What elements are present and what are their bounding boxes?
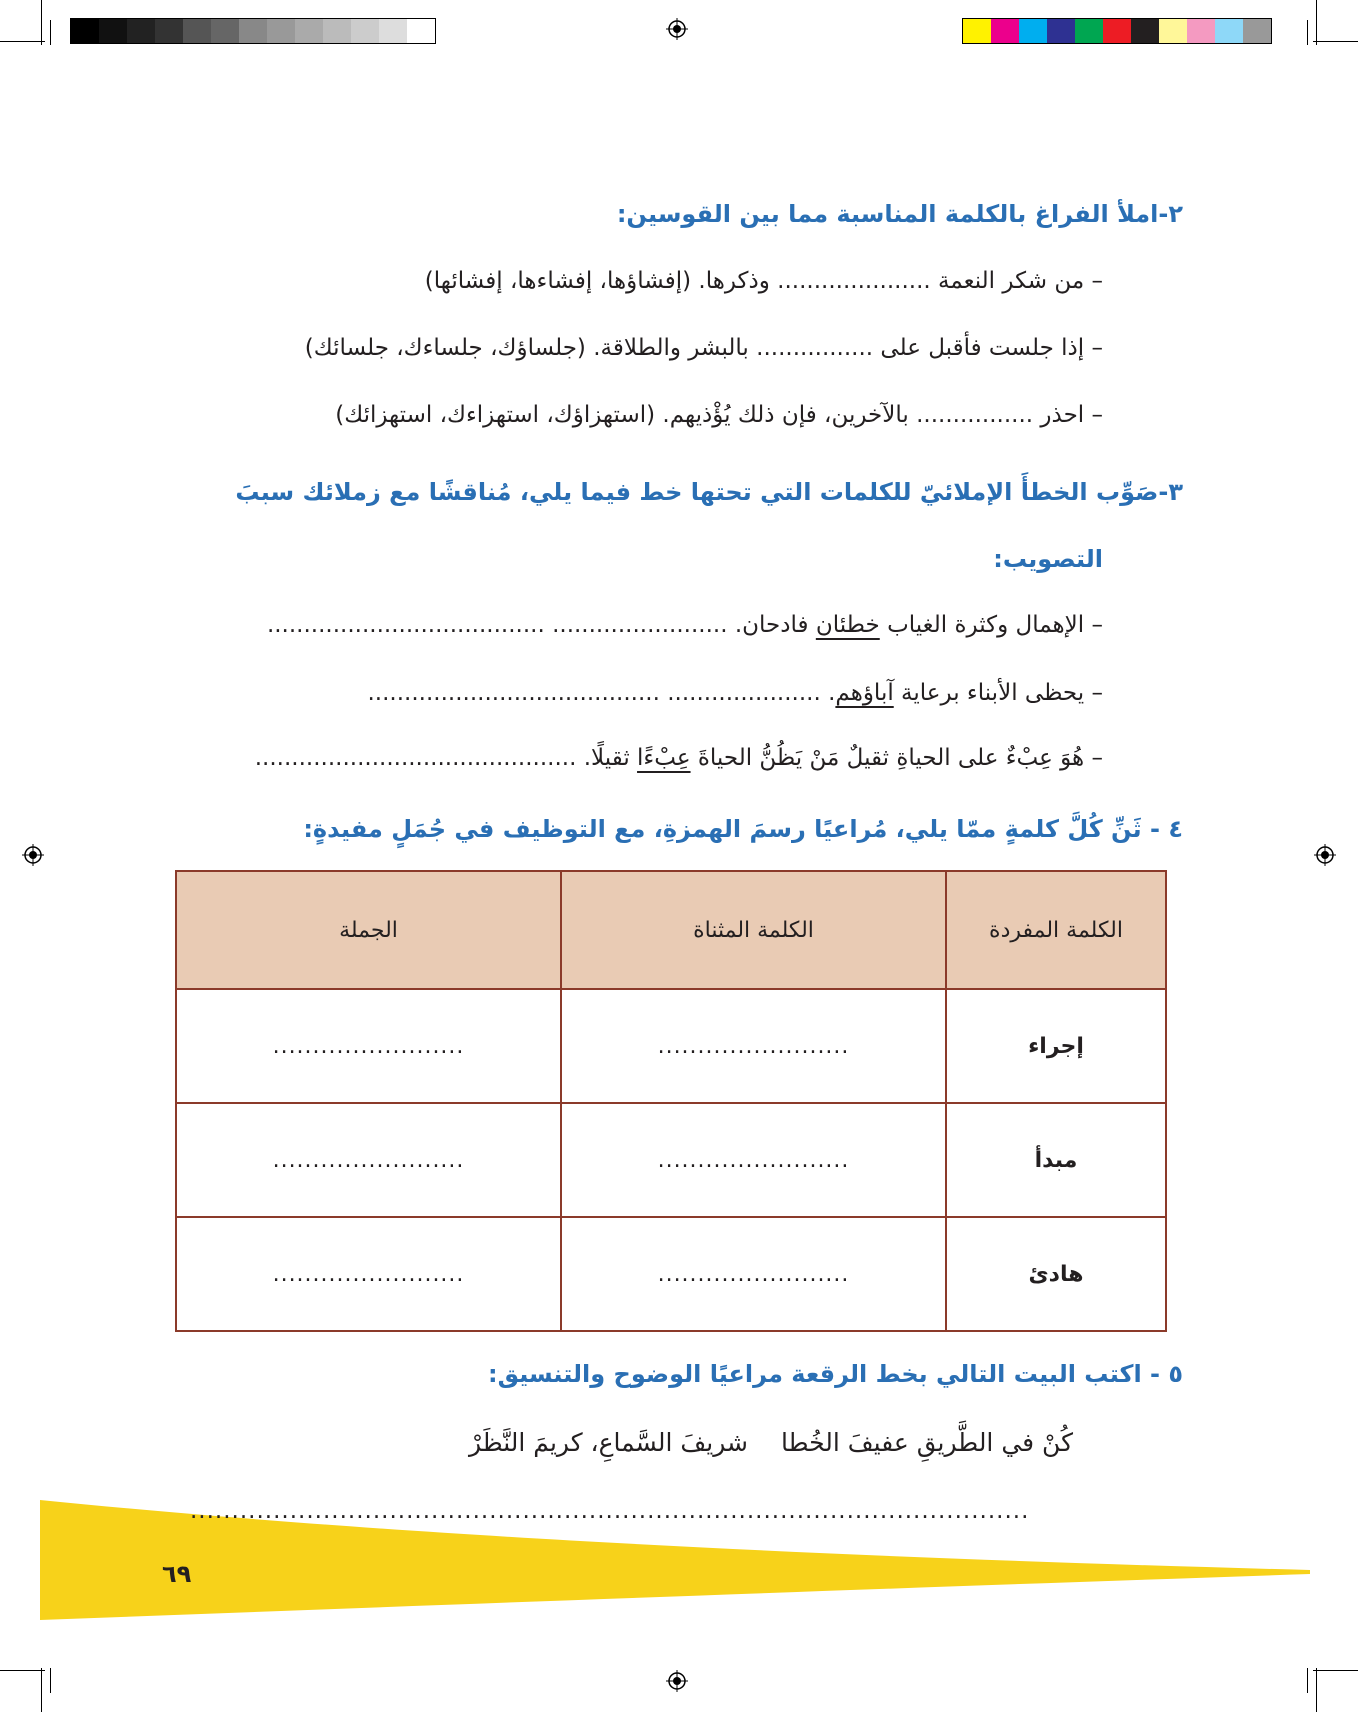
dual-answer-blank[interactable]: ........................ [561, 1103, 946, 1217]
table-row [176, 989, 1166, 1103]
header-sentence: الجملة [176, 871, 561, 989]
q3-line-1 [267, 612, 1103, 638]
verse-first-hemistich: كُنْ في الطَّريقِ عفيفَ الخُطا [781, 1428, 1073, 1457]
q3-line-2-underlined-word: آباؤهم [835, 680, 894, 706]
grayscale-calibration-bar [70, 18, 436, 44]
crop-mark [41, 1668, 42, 1712]
crop-mark [1307, 1668, 1308, 1693]
color-calibration-bar [962, 18, 1272, 44]
q3-line-3-underlined-word: عِبْءًا [637, 745, 691, 771]
sentence-answer-blank[interactable]: ........................ [176, 1103, 561, 1217]
crop-mark [1316, 0, 1317, 45]
crop-mark [1316, 1668, 1317, 1712]
q3-line-3-text: – هُوَ عِبْءٌ على الحياةِ ثقيلٌ مَنْ يَظُنُّ الحياةَ [690, 745, 1103, 771]
dual-words-table [175, 870, 1167, 1332]
crop-mark [1307, 20, 1308, 45]
registration-mark-icon [22, 844, 44, 866]
registration-mark-icon [1314, 844, 1336, 866]
q3-line-1-answer-blank: فادحان. ........................ ...................................... [266, 612, 816, 638]
singular-word-cell: إجراء [946, 989, 1166, 1103]
q2-line-1: – من شكر النعمة ..................... وذكرها. (إفشاؤها، إفشاءها، إفشائها) [424, 268, 1103, 294]
q3-line-2-answer-blank: . ..................... ........................................ [367, 680, 836, 706]
q3-line-3-answer-blank: ثقيلًا. ............................................ [254, 745, 638, 771]
table-header-row [176, 871, 1166, 989]
q3-line-3 [255, 745, 1103, 771]
crop-mark [50, 20, 51, 45]
crop-mark [1313, 41, 1358, 42]
table-row [176, 1217, 1166, 1331]
crop-mark [0, 1670, 45, 1671]
page-number: ٦٩ [162, 1560, 192, 1588]
crop-mark [1313, 1670, 1358, 1671]
singular-word-cell: مبدأ [946, 1103, 1166, 1217]
question-2-heading: ٢-املأ الفراغ بالكلمة المناسبة مما بين القوسين: [616, 200, 1183, 228]
question-4-heading: ٤ - ثَنِّ كُلَّ كلمةٍ ممّا يلي، مُراعيًا رسمَ الهمزةِ، مع التوظيف في جُمَلٍ مفيدةٍ: [303, 815, 1183, 843]
sentence-answer-blank[interactable]: ........................ [176, 1217, 561, 1331]
verse-answer-line[interactable]: ..................................................................................................... [190, 1498, 1030, 1524]
q3-line-1-underlined-word: خطئان [815, 612, 880, 638]
q3-line-2-text: – يحظى الأبناء برعاية [893, 680, 1103, 706]
verse-second-hemistich: شريفَ السَّماعِ، كريمَ النَّظَرْ [468, 1428, 748, 1457]
crop-mark [50, 1668, 51, 1693]
singular-word-cell: هادئ [946, 1217, 1166, 1331]
header-singular-word: الكلمة المفردة [946, 871, 1166, 989]
q2-line-2: – إذا جلست فأقبل على ................ بالبشر والطلاقة. (جلساؤك، جلساءك، جلسائك) [304, 335, 1103, 361]
sentence-answer-blank[interactable]: ........................ [176, 989, 561, 1103]
registration-mark-icon [666, 1670, 688, 1692]
q3-line-1-text: – الإهمال وكثرة الغياب [879, 612, 1103, 638]
q3-line-2 [367, 680, 1103, 706]
header-dual-word: الكلمة المثناة [561, 871, 946, 989]
registration-mark-icon [666, 18, 688, 40]
dual-answer-blank[interactable]: ........................ [561, 989, 946, 1103]
table-row [176, 1103, 1166, 1217]
question-5-heading: ٥ - اكتب البيت التالي بخط الرقعة مراعيًا الوضوح والتنسيق: [487, 1360, 1183, 1388]
q2-line-3: – احذر ................ بالآخرين، فإن ذلك يُؤْذيهم. (استهزاؤك، استهزاءك، استهزائك) [335, 402, 1103, 428]
crop-mark [0, 41, 45, 42]
question-3-heading-line-1: ٣-صَوِّب الخطأَ الإملائيّ للكلمات التي تحتها خط فيما يلي، مُناقشًا مع زملائك سببَ [235, 478, 1183, 506]
dual-answer-blank[interactable]: ........................ [561, 1217, 946, 1331]
crop-mark [41, 0, 42, 45]
question-3-heading-line-2: التصويب: [993, 545, 1103, 573]
